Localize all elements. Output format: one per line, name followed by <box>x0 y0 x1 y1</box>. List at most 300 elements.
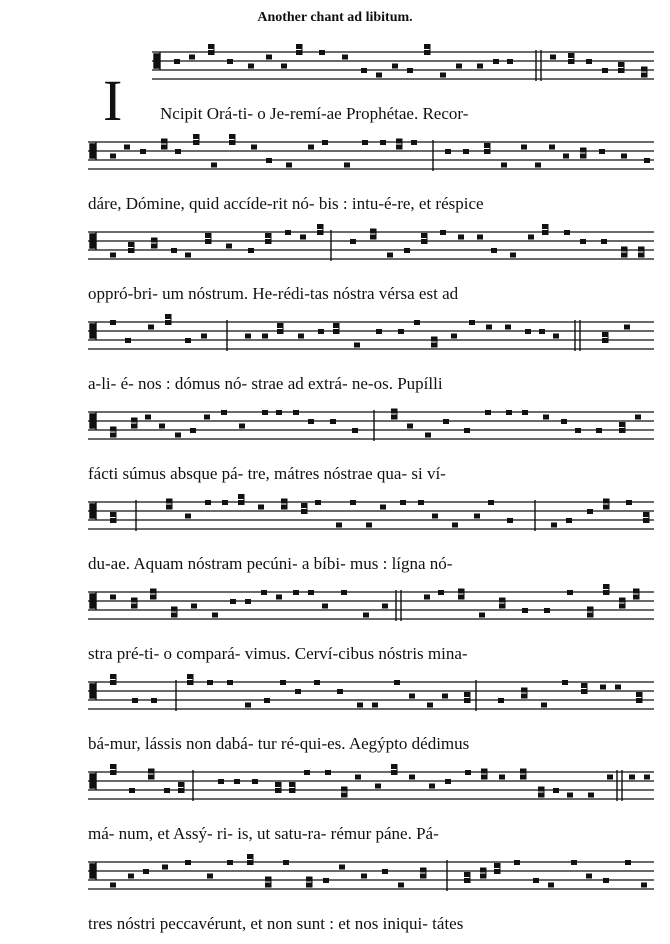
neume-note <box>110 883 116 888</box>
neume-note <box>372 703 378 708</box>
neume-note <box>480 874 486 879</box>
neume-note <box>445 149 451 154</box>
neume-note <box>333 323 339 328</box>
neume-note <box>615 685 621 690</box>
neume-note <box>280 680 286 685</box>
neume-note <box>304 770 310 775</box>
neume-note <box>542 230 548 235</box>
neume-note <box>190 428 196 433</box>
neume-note <box>451 334 457 339</box>
neume-note <box>286 163 292 168</box>
neume-note <box>602 332 608 337</box>
neume-note <box>234 779 240 784</box>
neume-note <box>641 67 647 72</box>
lyric-line: dáre, Dómine, quid accíde-rit nó- bis : intu-é-re, et réspice <box>88 194 484 213</box>
neume-note <box>124 145 130 150</box>
neume-note <box>128 248 134 253</box>
neume-note <box>300 235 306 240</box>
neume-note <box>161 145 167 150</box>
neume-note <box>333 329 339 334</box>
neume-note <box>285 230 291 235</box>
neume-note <box>281 505 287 510</box>
neume-note <box>621 154 627 159</box>
neume-note <box>341 793 347 798</box>
neume-note <box>521 694 527 699</box>
neume-note <box>148 769 154 774</box>
neume-note <box>251 145 257 150</box>
neume-note <box>357 703 363 708</box>
neume-note <box>443 419 449 424</box>
neume-note <box>575 428 581 433</box>
neume-note <box>520 775 526 780</box>
neume-note <box>498 698 504 703</box>
neume-note <box>600 685 606 690</box>
neume-note <box>239 424 245 429</box>
neume-note <box>571 860 577 865</box>
neume-note <box>281 499 287 504</box>
neume-note <box>341 787 347 792</box>
chant-system <box>0 762 670 854</box>
neume-note <box>493 59 499 64</box>
neume-note <box>391 409 397 414</box>
neume-note <box>458 595 464 600</box>
neume-note <box>587 509 593 514</box>
neume-note <box>538 787 544 792</box>
neume-note <box>110 427 116 432</box>
neume-note <box>148 325 154 330</box>
neume-note <box>174 59 180 64</box>
neume-note <box>407 424 413 429</box>
neume-note <box>464 692 470 697</box>
neume-note <box>376 329 382 334</box>
lyric-line: a-li- é- nos : dómus nó- strae ad extrá- ne-os. Pupílli <box>88 374 443 393</box>
neume-note <box>465 770 471 775</box>
neume-note <box>618 68 624 73</box>
neume-note <box>421 239 427 244</box>
neume-note <box>396 145 402 150</box>
neume-note <box>164 788 170 793</box>
neume-note <box>544 608 550 613</box>
neume-note <box>248 248 254 253</box>
neume-note <box>563 154 569 159</box>
neume-note <box>581 689 587 694</box>
neume-note <box>308 145 314 150</box>
neume-note <box>580 154 586 159</box>
neume-note <box>376 73 382 78</box>
neume-note <box>629 775 635 780</box>
neume-note <box>619 598 625 603</box>
neume-note <box>110 320 116 325</box>
neume-note <box>409 775 415 780</box>
neume-note <box>548 883 554 888</box>
neume-note <box>151 238 157 243</box>
neume-note <box>392 64 398 69</box>
neume-note <box>296 44 302 49</box>
music-staff <box>152 42 654 100</box>
neume-note <box>521 688 527 693</box>
neume-note <box>208 50 214 55</box>
neume-note <box>178 788 184 793</box>
neume-note <box>636 698 642 703</box>
neume-note <box>480 868 486 873</box>
neume-note <box>494 863 500 868</box>
neume-note <box>222 500 228 505</box>
neume-note <box>382 869 388 874</box>
neume-note <box>161 139 167 144</box>
neume-note <box>262 410 268 415</box>
neume-note <box>165 314 171 319</box>
neume-note <box>265 877 271 882</box>
neume-note <box>317 230 323 235</box>
neume-note <box>391 764 397 769</box>
neume-note <box>207 680 213 685</box>
neume-note <box>283 860 289 865</box>
neume-note <box>501 163 507 168</box>
neume-note <box>535 163 541 168</box>
neume-note <box>151 244 157 249</box>
neume-note <box>607 775 613 780</box>
neume-note <box>424 44 430 49</box>
neume-note <box>110 154 116 159</box>
lyric-line: fácti súmus absque pá- tre, mátres nóstrae quа- si ví- <box>88 464 446 483</box>
neume-note <box>208 44 214 49</box>
neume-note <box>131 604 137 609</box>
neume-note <box>603 878 609 883</box>
neume-note <box>391 415 397 420</box>
neume-note <box>238 500 244 505</box>
neume-note <box>171 248 177 253</box>
neume-note <box>277 323 283 328</box>
neume-note <box>432 514 438 519</box>
neume-note <box>227 59 233 64</box>
neume-note <box>317 224 323 229</box>
neume-note <box>205 239 211 244</box>
neume-note <box>248 64 254 69</box>
neume-note <box>464 878 470 883</box>
neume-note <box>431 337 437 342</box>
neume-note <box>463 149 469 154</box>
neume-note <box>539 329 545 334</box>
neume-note <box>484 143 490 148</box>
staff-lines <box>152 42 654 100</box>
neume-note <box>245 599 251 604</box>
chant-system <box>0 312 670 404</box>
staff-lines <box>88 492 654 550</box>
neume-note <box>205 500 211 505</box>
music-staff <box>88 492 654 550</box>
neume-note <box>298 334 304 339</box>
neume-note <box>596 428 602 433</box>
neume-note <box>143 869 149 874</box>
neume-note <box>301 509 307 514</box>
neume-note <box>151 698 157 703</box>
neume-note <box>110 764 116 769</box>
neume-note <box>380 505 386 510</box>
neume-note <box>440 73 446 78</box>
neume-note <box>562 680 568 685</box>
neume-note <box>306 877 312 882</box>
neume-note <box>404 248 410 253</box>
neume-note <box>549 145 555 150</box>
neume-note <box>533 878 539 883</box>
neume-note <box>458 235 464 240</box>
neume-note <box>641 73 647 78</box>
neume-note <box>599 149 605 154</box>
neume-note <box>201 334 207 339</box>
neume-note <box>477 64 483 69</box>
neume-note <box>265 233 271 238</box>
neume-note <box>618 62 624 67</box>
neume-note <box>205 233 211 238</box>
staff-lines <box>88 672 654 730</box>
neume-note <box>187 680 193 685</box>
neume-note <box>362 140 368 145</box>
neume-note <box>110 253 116 258</box>
neume-note <box>643 512 649 517</box>
neume-note <box>553 788 559 793</box>
neume-note <box>252 779 258 784</box>
neume-note <box>603 499 609 504</box>
neume-note <box>363 613 369 618</box>
neume-note <box>542 224 548 229</box>
neume-note <box>227 680 233 685</box>
neume-note <box>479 613 485 618</box>
neume-note <box>339 865 345 870</box>
neume-note <box>420 874 426 879</box>
neume-note <box>514 860 520 865</box>
neume-note <box>477 235 483 240</box>
neume-note <box>567 590 573 595</box>
neume-note <box>522 608 528 613</box>
neume-note <box>336 523 342 528</box>
neume-note <box>131 418 137 423</box>
neume-note <box>110 674 116 679</box>
lyric-line: tres nóstri peccavérunt, et non sunt : et nos iniqui- tátes <box>88 914 464 933</box>
neume-note <box>469 320 475 325</box>
music-staff <box>88 852 654 910</box>
neume-note <box>510 253 516 258</box>
neume-note <box>110 512 116 517</box>
neume-note <box>567 793 573 798</box>
neume-note <box>314 680 320 685</box>
neume-note <box>162 865 168 870</box>
neume-note <box>245 334 251 339</box>
neume-note <box>193 134 199 139</box>
neume-note <box>491 248 497 253</box>
neume-note <box>150 595 156 600</box>
neume-note <box>580 239 586 244</box>
neume-note <box>602 68 608 73</box>
neume-note <box>318 329 324 334</box>
neume-note <box>301 503 307 508</box>
neume-note <box>521 145 527 150</box>
lyric-line: oppró-bri- um nóstrum. He-rédi-tas nóstra vérsa est ad <box>88 284 459 303</box>
neume-note <box>275 782 281 787</box>
neume-note <box>568 59 574 64</box>
neume-note <box>110 518 116 523</box>
neume-note <box>289 782 295 787</box>
neume-note <box>421 233 427 238</box>
neume-note <box>382 604 388 609</box>
neume-note <box>276 410 282 415</box>
neume-note <box>400 500 406 505</box>
neume-note <box>561 419 567 424</box>
neume-note <box>481 775 487 780</box>
neume-note <box>185 338 191 343</box>
neume-note <box>440 230 446 235</box>
neume-note <box>566 518 572 523</box>
neume-note <box>494 869 500 874</box>
neume-note <box>587 607 593 612</box>
neume-note <box>191 604 197 609</box>
neume-note <box>341 590 347 595</box>
neume-note <box>643 518 649 523</box>
neume-note <box>352 428 358 433</box>
staff-lines <box>88 582 654 640</box>
neume-note <box>229 134 235 139</box>
neume-note <box>445 779 451 784</box>
neume-note <box>322 604 328 609</box>
neume-note <box>636 692 642 697</box>
neume-note <box>189 55 195 60</box>
neume-note <box>227 860 233 865</box>
neume-note <box>541 703 547 708</box>
neume-note <box>315 500 321 505</box>
neume-note <box>261 590 267 595</box>
neume-note <box>175 433 181 438</box>
neume-note <box>551 523 557 528</box>
neume-note <box>344 163 350 168</box>
music-staff <box>88 672 654 730</box>
neume-note <box>638 253 644 258</box>
neume-note <box>411 140 417 145</box>
neume-note <box>525 329 531 334</box>
music-staff <box>88 312 654 370</box>
neume-note <box>414 320 420 325</box>
neume-note <box>128 242 134 247</box>
neume-note <box>484 149 490 154</box>
chant-system <box>0 852 670 944</box>
neume-note <box>603 505 609 510</box>
neume-note <box>245 703 251 708</box>
neume-note <box>474 514 480 519</box>
neume-note <box>323 878 329 883</box>
neume-note <box>211 163 217 168</box>
chant-system <box>0 672 670 764</box>
neume-note <box>635 415 641 420</box>
neume-note <box>602 338 608 343</box>
neume-note <box>464 698 470 703</box>
neume-note <box>185 253 191 258</box>
neume-note <box>265 239 271 244</box>
neume-note <box>394 680 400 685</box>
neume-note <box>308 419 314 424</box>
neume-note <box>110 433 116 438</box>
neume-note <box>398 329 404 334</box>
neume-note <box>175 149 181 154</box>
neume-note <box>550 55 556 60</box>
neume-note <box>150 589 156 594</box>
neume-note <box>464 872 470 877</box>
neume-note <box>424 50 430 55</box>
chant-system <box>0 132 670 224</box>
staff-lines <box>88 132 654 190</box>
neume-note <box>354 343 360 348</box>
music-staff <box>88 582 654 640</box>
neume-note <box>438 590 444 595</box>
neume-note <box>308 590 314 595</box>
chant-system <box>0 42 670 134</box>
neume-note <box>624 325 630 330</box>
neume-note <box>330 419 336 424</box>
staff-lines <box>88 762 654 820</box>
neume-note <box>506 410 512 415</box>
neume-note <box>296 50 302 55</box>
music-staff <box>88 762 654 820</box>
neume-note <box>159 424 165 429</box>
neume-note <box>266 55 272 60</box>
neume-note <box>247 854 253 859</box>
neume-note <box>619 604 625 609</box>
neume-note <box>226 244 232 249</box>
initial-letter: I <box>103 68 123 133</box>
neume-note <box>424 595 430 600</box>
neume-note <box>486 325 492 330</box>
neume-note <box>507 59 513 64</box>
neume-note <box>322 140 328 145</box>
lyric-line: bá-mur, lássis non dabá- tur ré-qui-es. Aegýpto dédimus <box>88 734 470 753</box>
neume-note <box>185 860 191 865</box>
neume-note <box>281 64 287 69</box>
neume-note <box>325 770 331 775</box>
lyric-line: má- num, et Assý- ri- is, ut satu-ra- rémur páne. Pá- <box>88 824 439 843</box>
neume-note <box>601 239 607 244</box>
neume-note <box>633 589 639 594</box>
neume-note <box>193 140 199 145</box>
neume-note <box>221 410 227 415</box>
neume-note <box>128 874 134 879</box>
neume-note <box>361 874 367 879</box>
neume-note <box>212 613 218 618</box>
neume-note <box>129 788 135 793</box>
neume-note <box>621 253 627 258</box>
neume-note <box>499 604 505 609</box>
neume-note <box>178 782 184 787</box>
neume-note <box>553 334 559 339</box>
lyric-line: Ncipit Orá-ti- o Je-remí-ae Prophétae. Recor- <box>160 104 469 123</box>
neume-note <box>266 158 272 163</box>
neume-note <box>350 239 356 244</box>
neume-note <box>641 883 647 888</box>
neume-note <box>289 788 295 793</box>
neume-note <box>429 784 435 789</box>
chant-system <box>0 402 670 494</box>
neume-note <box>110 770 116 775</box>
neume-note <box>603 590 609 595</box>
neume-note <box>644 775 650 780</box>
neume-note <box>148 775 154 780</box>
neume-note <box>293 410 299 415</box>
neume-note <box>145 415 151 420</box>
neume-note <box>262 334 268 339</box>
neume-note <box>337 689 343 694</box>
neume-note <box>499 775 505 780</box>
neume-note <box>425 433 431 438</box>
neume-note <box>522 410 528 415</box>
lyric-line: stra pré-ti- o compará- vimus. Cerví-cibus nóstris mina- <box>88 644 468 663</box>
neume-note <box>507 518 513 523</box>
neume-note <box>638 247 644 252</box>
